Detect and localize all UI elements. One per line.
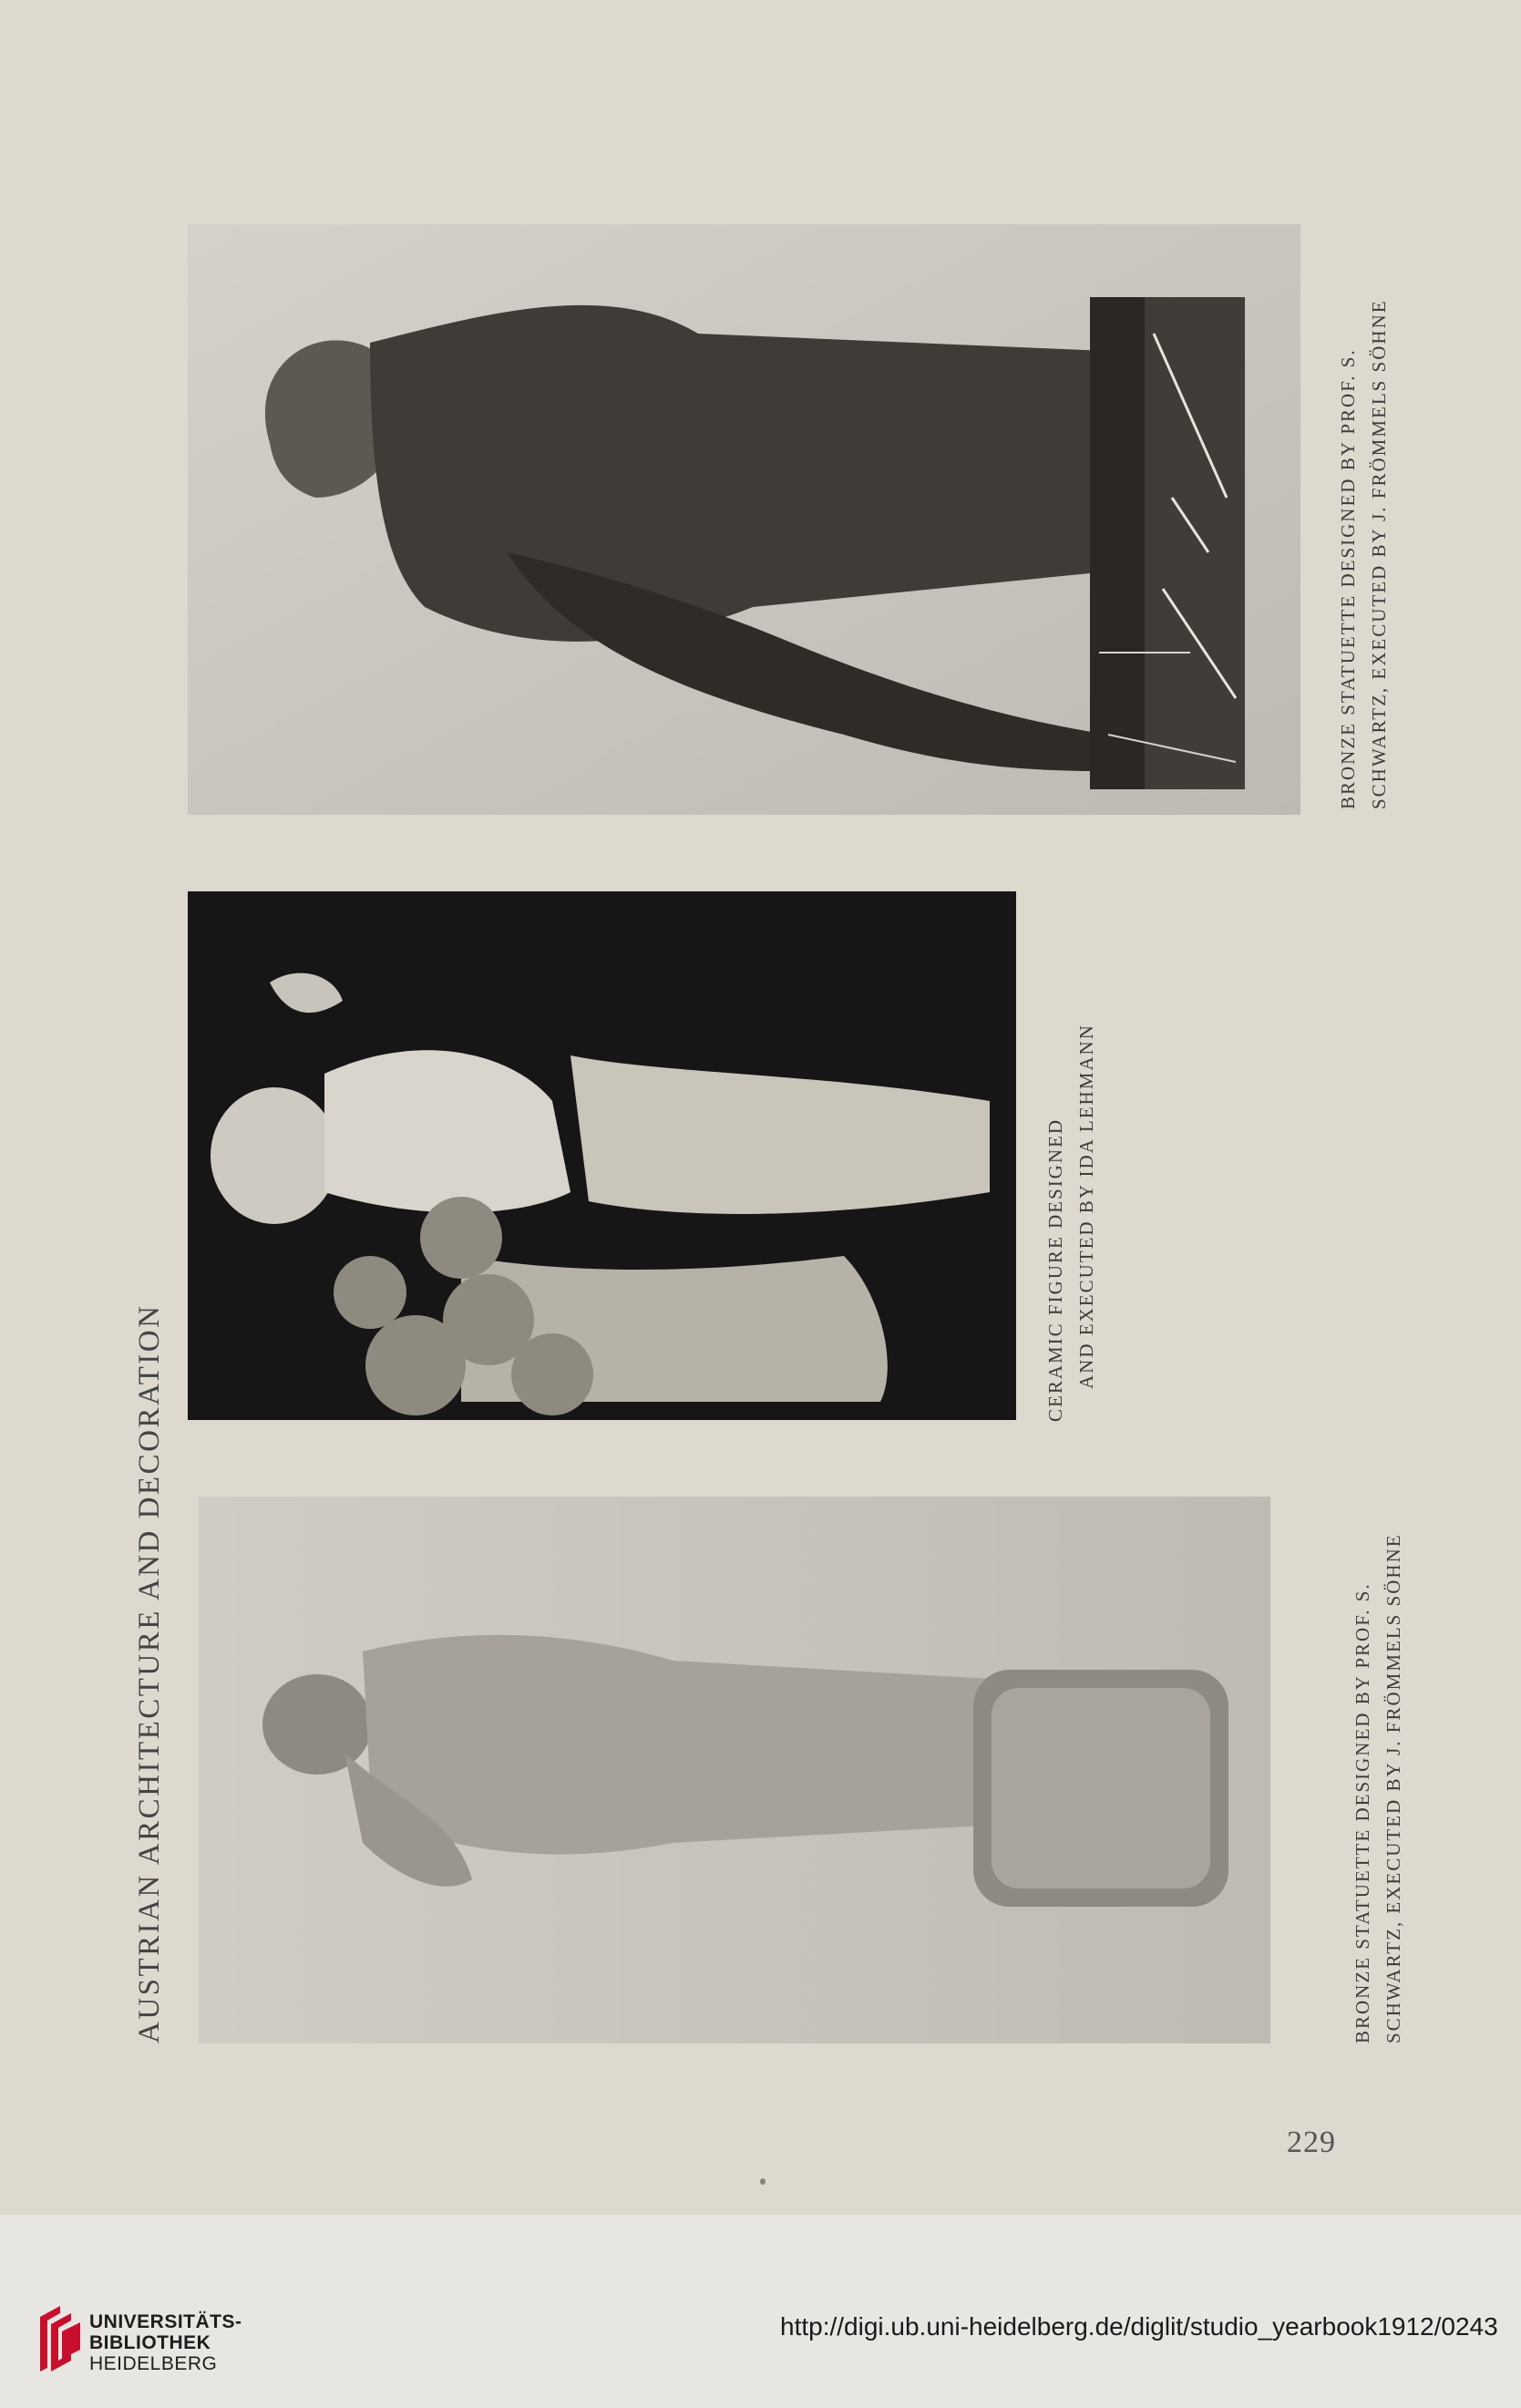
caption-line: SCHWARTZ, EXECUTED BY J. FRÖMMELS SÖHNE — [1382, 1533, 1404, 2043]
caption-line: CERAMIC FIGURE DESIGNED — [1044, 1117, 1066, 1422]
photo-ceramic-figure — [188, 891, 1016, 1420]
photo-bronze-statuette-girl — [199, 1497, 1270, 2043]
caption-ceramic-figure — [1040, 1024, 1102, 1422]
page-number: 229 — [1287, 2125, 1336, 2159]
caption-bronze-statuette-left — [1347, 1533, 1409, 2043]
caption-line: BRONZE STATUETTE DESIGNED BY PROF. S. — [1337, 348, 1359, 809]
library-name-line: UNIVERSITÄTS- — [89, 2311, 242, 2332]
photo-bronze-statuette-with-ox — [188, 224, 1300, 815]
caption-line: AND EXECUTED BY IDA LEHMANN — [1075, 1024, 1097, 1389]
caption-line: BRONZE STATUETTE DESIGNED BY PROF. S. — [1351, 1582, 1373, 2043]
library-name-line: HEIDELBERG — [89, 2353, 218, 2374]
caption-bronze-statuette-right — [1332, 299, 1394, 809]
running-head: AUSTRIAN ARCHITECTURE AND DECORATION — [133, 1303, 166, 2043]
source-url-link[interactable]: http://digi.ub.uni-heidelberg.de/diglit/studio_yearbook1912/0243 — [780, 2312, 1498, 2341]
university-library-logo-icon — [35, 2304, 84, 2377]
library-name — [89, 2311, 242, 2374]
paper-speck — [760, 2178, 766, 2185]
library-name-line: BIBLIOTHEK — [89, 2332, 211, 2353]
caption-line: SCHWARTZ, EXECUTED BY J. FRÖMMELS SÖHNE — [1368, 299, 1390, 809]
